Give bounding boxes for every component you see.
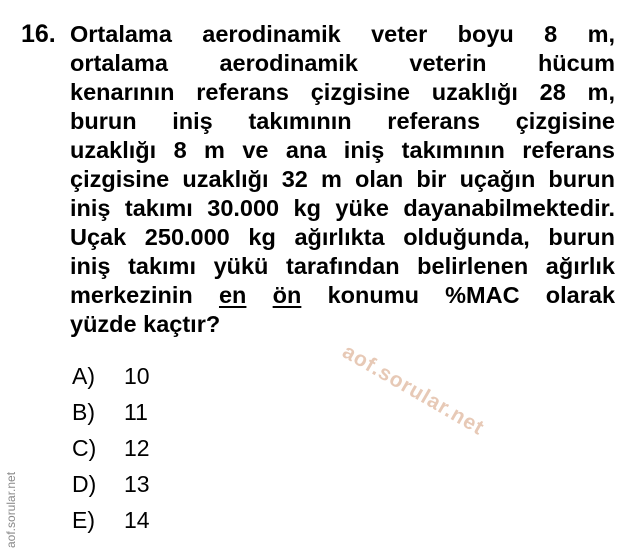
question-line-9: iniş takımı yükü tarafından belirlenen ağırlık (70, 253, 615, 279)
option-c-label: C) (72, 435, 97, 461)
option-a[interactable] (72, 362, 150, 390)
option-c-value: 12 (124, 435, 150, 461)
option-b-value: 11 (124, 399, 148, 425)
question-line-1: Ortalama aerodinamik veter boyu 8 m, (70, 21, 615, 47)
line10-pre: merkezinin (70, 282, 219, 308)
question-line-4: burun iniş takımının referans çizgisine (70, 108, 615, 134)
question-line-5: uzaklığı 8 m ve ana iniş takımının referans (70, 137, 615, 163)
option-a-value: 10 (124, 363, 150, 389)
question-line-10 (70, 281, 615, 310)
line10-mid (246, 282, 272, 308)
question-line-2: ortalama aerodinamik veterin hücum (70, 50, 615, 76)
question-line-6: çizgisine uzaklığı 32 m olan bir uçağın burun (70, 166, 615, 192)
option-d[interactable] (72, 470, 150, 498)
option-d-label: D) (72, 471, 97, 497)
option-e[interactable] (72, 506, 150, 534)
option-c[interactable] (72, 434, 150, 462)
watermark-diagonal: aof.sorular.net (338, 340, 489, 440)
option-b-label: B) (72, 399, 95, 425)
watermark-side: aof.sorular.net (4, 471, 18, 548)
option-d-value: 13 (124, 471, 150, 497)
question-line-3: kenarının referans çizgisine uzaklığı 28 m, (70, 79, 615, 105)
underlined-en: en (218, 282, 247, 308)
underlined-on: ön (272, 282, 302, 308)
option-a-label: A) (72, 363, 95, 389)
option-b[interactable] (72, 398, 148, 426)
question-line-11: yüzde kaçtır? (70, 311, 221, 337)
line10-post: konumu %MAC olarak (301, 282, 616, 308)
question-line-8: Uçak 250.000 kg ağırlıkta olduğunda, burun (70, 224, 615, 250)
question-number: 16. (21, 20, 56, 48)
option-e-value: 14 (124, 507, 150, 533)
option-e-label: E) (72, 507, 95, 533)
question-line-7: iniş takımı 30.000 kg yüke dayanabilmektedir. (70, 195, 615, 221)
